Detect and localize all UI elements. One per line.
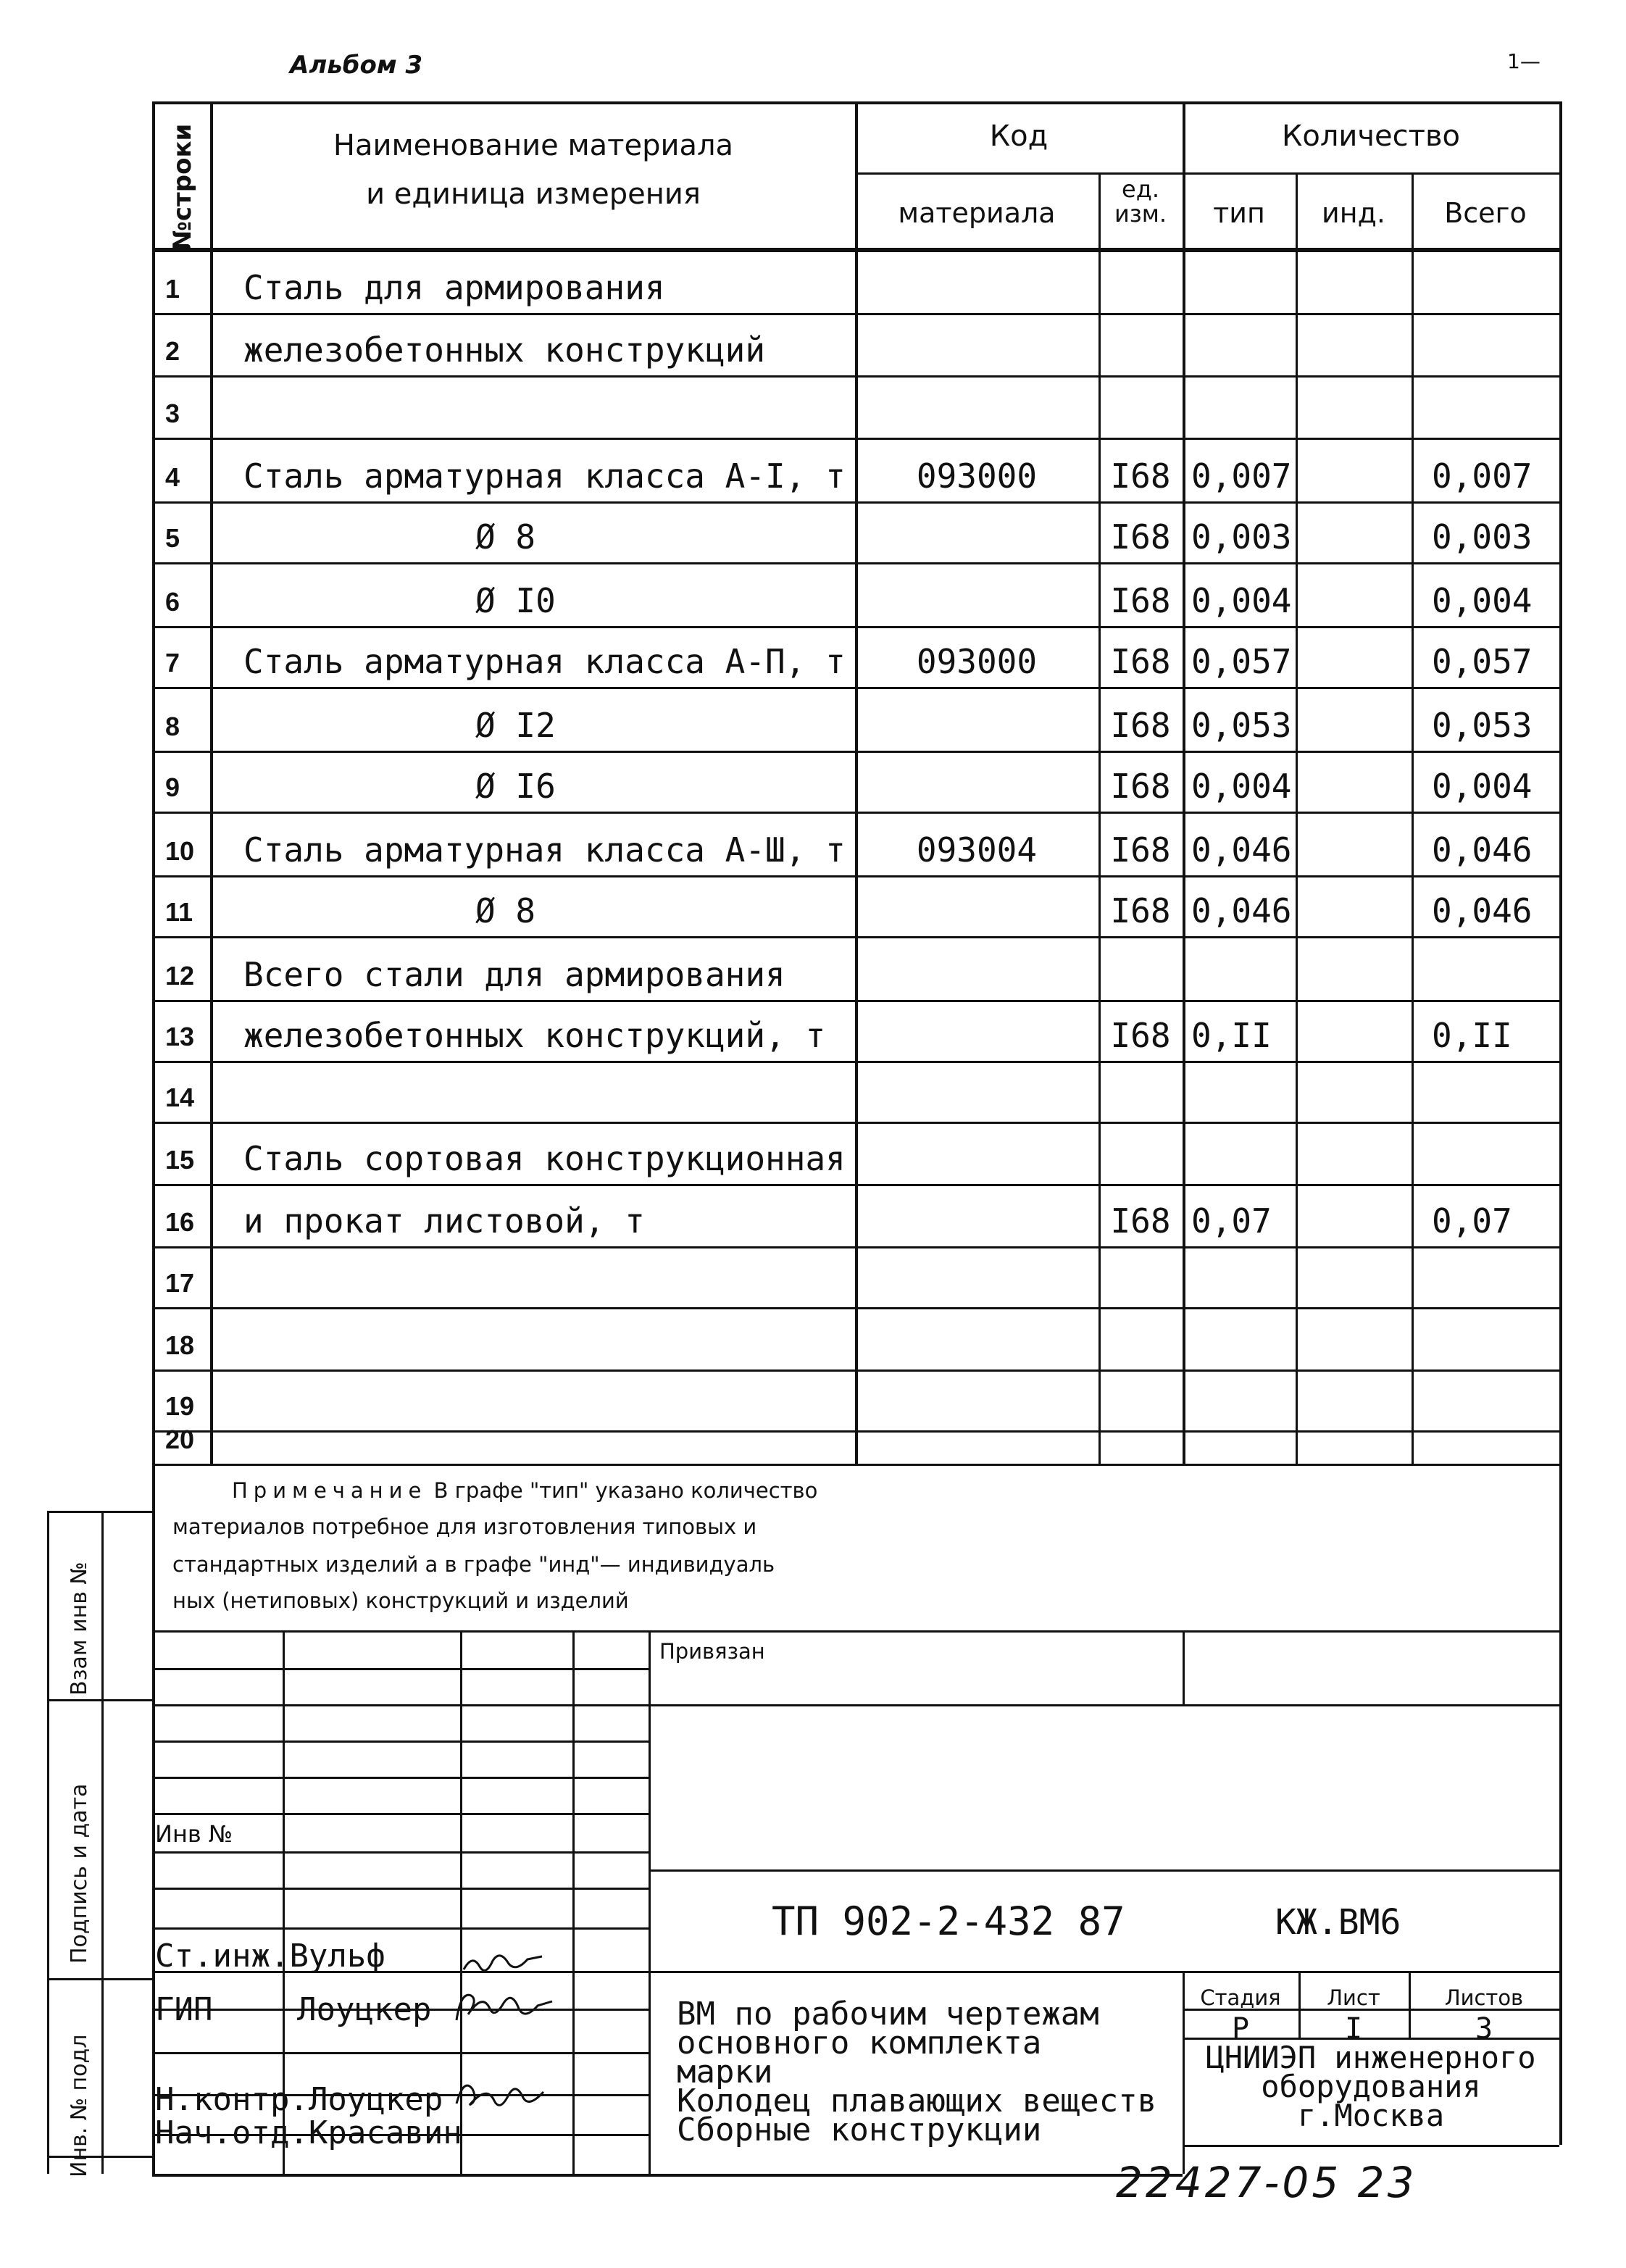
- row-name: железобетонных конструкций, т: [243, 1016, 826, 1055]
- grid-line: [152, 1000, 1559, 1002]
- row-name: Сталь сортовая конструкционная: [243, 1139, 846, 1178]
- grid-line: [152, 501, 1559, 504]
- grid-line: [1183, 2145, 1559, 2147]
- row-unit: I68: [1110, 767, 1171, 806]
- row-name: Сталь арматурная класса А-П, т: [243, 642, 846, 681]
- header-quantity: Количество: [1281, 120, 1460, 153]
- grid-line: [152, 2052, 649, 2054]
- row-number: 5: [165, 523, 180, 553]
- grid-line: [152, 875, 1559, 877]
- row-number: 16: [165, 1207, 195, 1237]
- grid-line: [152, 1369, 1559, 1372]
- description-line-5: Сборные конструкции: [677, 2111, 1042, 2148]
- row-number: 1: [165, 274, 180, 304]
- row-name: и прокат листовой, т: [243, 1201, 645, 1241]
- grid-line: [649, 1630, 651, 2174]
- grid-line: [152, 101, 155, 1464]
- sheets-value: 3: [1475, 2012, 1493, 2046]
- row-total: 0,046: [1432, 891, 1533, 930]
- grid-line: [152, 562, 1559, 564]
- row-number: 3: [165, 399, 180, 428]
- row-number: 6: [165, 587, 180, 617]
- grid-line: [152, 1061, 1559, 1063]
- row-total: 0,07: [1432, 1201, 1512, 1241]
- role-4-title: Нач.отд.: [155, 2114, 309, 2151]
- organization-line-3: г.Москва: [1297, 2098, 1445, 2133]
- grid-line: [855, 172, 1559, 175]
- grid-line: [152, 1927, 649, 1930]
- grid-line: [152, 687, 1559, 689]
- signature-1-image: [458, 1940, 552, 1984]
- row-total: 0,007: [1432, 456, 1533, 496]
- row-type: 0,053: [1191, 706, 1292, 745]
- row-type: 0,007: [1191, 456, 1292, 496]
- grid-line: [47, 1511, 152, 1513]
- grid-line: [1412, 172, 1414, 1464]
- grid-line: [152, 1307, 1559, 1309]
- row-code: 093004: [916, 830, 1038, 870]
- grid-line: [47, 2156, 152, 2158]
- role-1: [155, 1938, 385, 1975]
- header-quantity-type: тип: [1213, 197, 1265, 229]
- sheet-code: КЖ.ВМ6: [1275, 1902, 1401, 1943]
- grid-line: [1183, 101, 1185, 1464]
- grid-line: [152, 626, 1559, 628]
- grid-line: [152, 1184, 1559, 1186]
- header-quantity-ind: инд.: [1322, 197, 1385, 229]
- row-number: 8: [165, 712, 180, 741]
- row-type: 0,057: [1191, 642, 1292, 681]
- grid-line: [855, 101, 858, 1464]
- role-1-name: Вульф: [289, 1938, 385, 1975]
- row-total: 0,057: [1432, 642, 1533, 681]
- grid-line: [152, 1630, 1559, 1633]
- album-label: Альбом 3: [290, 51, 423, 80]
- row-unit: I68: [1110, 642, 1171, 681]
- grid-line: [152, 375, 1559, 378]
- row-type: 0,046: [1191, 830, 1292, 870]
- sheet-label: Лист: [1327, 1985, 1380, 2010]
- grid-line: [649, 1869, 1559, 1872]
- grid-line: [152, 1464, 155, 2174]
- header-code-material: материала: [898, 197, 1056, 229]
- description-line-4: Колодец плавающих веществ: [677, 2083, 1157, 2119]
- row-name: Всего стали для армирования: [243, 955, 785, 994]
- grid-line: [152, 1668, 649, 1670]
- role-1-title: Ст.инж.: [155, 1938, 290, 1975]
- row-total: 0,046: [1432, 830, 1533, 870]
- row-unit: I68: [1110, 581, 1171, 620]
- role-4: [155, 2114, 462, 2151]
- note-line2: материалов потребное для изготовления типовых и: [172, 1514, 757, 1539]
- row-total: 0,II: [1432, 1016, 1512, 1055]
- row-total: 0,004: [1432, 767, 1533, 806]
- inv-no-label: Инв №: [155, 1820, 233, 1848]
- row-total: 0,003: [1432, 517, 1533, 556]
- role-4-name: Красавин: [308, 2114, 462, 2151]
- grid-line: [1559, 101, 1562, 1464]
- grid-line: [152, 751, 1559, 753]
- grid-line: [1559, 1464, 1562, 2145]
- role-3-name: Лоуцкер: [308, 2081, 443, 2118]
- privyazan-label: Привязан: [659, 1639, 765, 1664]
- grid-line: [152, 1740, 649, 1743]
- signature-2-image: [449, 1984, 565, 2035]
- sheet-value: I: [1344, 2012, 1363, 2046]
- description-line-1: ВМ по рабочим чертежам: [677, 1996, 1099, 2033]
- row-unit: I68: [1110, 891, 1171, 930]
- header-row-number: №строки: [168, 123, 197, 251]
- row-name: Сталь арматурная класса А-Ш, т: [243, 830, 846, 870]
- role-3-title: Н.контр.: [155, 2081, 309, 2118]
- grid-line: [152, 2174, 649, 2177]
- note-lead: Примечание: [232, 1478, 428, 1503]
- row-type: 0,004: [1191, 581, 1292, 620]
- row-name: Сталь арматурная класса А-I, т: [243, 456, 846, 496]
- stage-value: Р: [1231, 2012, 1250, 2046]
- grid-line: [152, 1777, 649, 1779]
- organization: [1183, 2040, 1559, 2133]
- row-name: Сталь для армирования: [243, 268, 665, 307]
- grid-line: [649, 1704, 1559, 1706]
- grid-line: [101, 1511, 104, 2174]
- grid-line: [152, 313, 1559, 315]
- grid-line: [152, 1122, 1559, 1124]
- header-name-line2: и единица измерения: [366, 178, 701, 211]
- stage-label: Стадия: [1200, 1985, 1281, 2010]
- row-number: 14: [165, 1083, 195, 1112]
- grid-line: [47, 1699, 152, 1701]
- row-number: 15: [165, 1145, 195, 1175]
- role-2-name: Лоуцкер: [297, 1991, 432, 2028]
- row-number: 9: [165, 772, 180, 802]
- grid-line: [649, 1971, 1559, 1973]
- header-name-line1: Наименование материала: [333, 129, 734, 162]
- row-number: 19: [165, 1391, 195, 1421]
- note-line1: [232, 1478, 817, 1503]
- row-number: 10: [165, 836, 195, 866]
- row-unit: I68: [1110, 706, 1171, 745]
- description-line-2: основного комплекта: [677, 2025, 1042, 2061]
- note-line1-text: В графе "тип" указано количество: [433, 1478, 818, 1503]
- header-code-unit: ед. изм.: [1114, 175, 1167, 228]
- grid-line: [152, 438, 1559, 440]
- row-name: Ø I6: [475, 767, 556, 806]
- row-unit: I68: [1110, 830, 1171, 870]
- grid-line: [649, 2174, 1183, 2177]
- grid-line: [152, 812, 1559, 814]
- sheets-label: Листов: [1444, 1985, 1524, 2010]
- grid-line: [152, 1464, 1559, 1466]
- row-name: Ø I0: [475, 581, 556, 620]
- row-code: 093000: [916, 642, 1038, 681]
- signature-3-image: [449, 2069, 565, 2119]
- row-number: 4: [165, 462, 180, 492]
- grid-line: [47, 1511, 49, 2174]
- row-number: 20: [165, 1425, 195, 1454]
- grid-line: [152, 1430, 1559, 1433]
- side-label-vzam: Взам инв №: [67, 1562, 92, 1696]
- header-quantity-total: Всего: [1444, 197, 1527, 229]
- row-name: железобетонных конструкций: [243, 330, 766, 370]
- row-number: 17: [165, 1268, 195, 1298]
- grid-line: [1296, 172, 1298, 1464]
- row-number: 18: [165, 1330, 195, 1360]
- grid-line: [47, 1978, 152, 1980]
- row-type: 0,004: [1191, 767, 1292, 806]
- row-number: 11: [165, 897, 193, 927]
- row-unit: I68: [1110, 456, 1171, 496]
- row-unit: I68: [1110, 1016, 1171, 1055]
- footer-number: 22427-05 23: [1116, 2158, 1417, 2207]
- role-2-title: ГИП: [155, 1991, 213, 2028]
- grid-line: [152, 1813, 649, 1815]
- note-line4: ных (нетиповых) конструкций и изделий: [172, 1588, 629, 1613]
- role-3: [155, 2081, 443, 2118]
- grid-line: [210, 101, 213, 1464]
- row-total: 0,053: [1432, 706, 1533, 745]
- grid-line: [152, 1851, 649, 1854]
- row-type: 0,II: [1191, 1016, 1272, 1055]
- organization-line-2: оборудования: [1261, 2069, 1481, 2104]
- row-type: 0,003: [1191, 517, 1292, 556]
- project-code: ТП 902-2-432 87: [772, 1898, 1125, 1944]
- grid-line: [152, 936, 1559, 938]
- grid-line: [152, 1888, 649, 1890]
- row-code: 093000: [916, 456, 1038, 496]
- row-number: 2: [165, 336, 180, 366]
- row-number: 7: [165, 648, 180, 678]
- row-name: Ø 8: [475, 517, 536, 556]
- row-unit: I68: [1110, 517, 1171, 556]
- grid-line: [152, 1704, 649, 1706]
- row-name: Ø 8: [475, 891, 536, 930]
- row-name: Ø I2: [475, 706, 556, 745]
- header-code: Код: [989, 120, 1048, 153]
- corner-mark: 1—: [1507, 49, 1540, 73]
- row-number: 12: [165, 961, 195, 991]
- organization-line-1: ЦНИИЭП инженерного: [1206, 2040, 1536, 2075]
- side-label-inv-podl: Инв. № подл: [67, 2034, 92, 2177]
- grid-line: [1183, 1630, 1185, 1704]
- side-label-podpis: Подпись и дата: [67, 1783, 92, 1964]
- grid-line: [572, 1630, 575, 2174]
- description-line-3: марки: [677, 2054, 773, 2090]
- note-line3: стандартных изделий а в графе "инд"— индивидуаль: [172, 1552, 775, 1577]
- row-number: 13: [165, 1022, 195, 1051]
- row-type: 0,07: [1191, 1201, 1272, 1241]
- row-type: 0,046: [1191, 891, 1292, 930]
- grid-line: [1098, 172, 1101, 1464]
- description: [677, 1996, 1157, 2148]
- grid-line: [152, 1246, 1559, 1248]
- row-total: 0,004: [1432, 581, 1533, 620]
- row-unit: I68: [1110, 1201, 1171, 1241]
